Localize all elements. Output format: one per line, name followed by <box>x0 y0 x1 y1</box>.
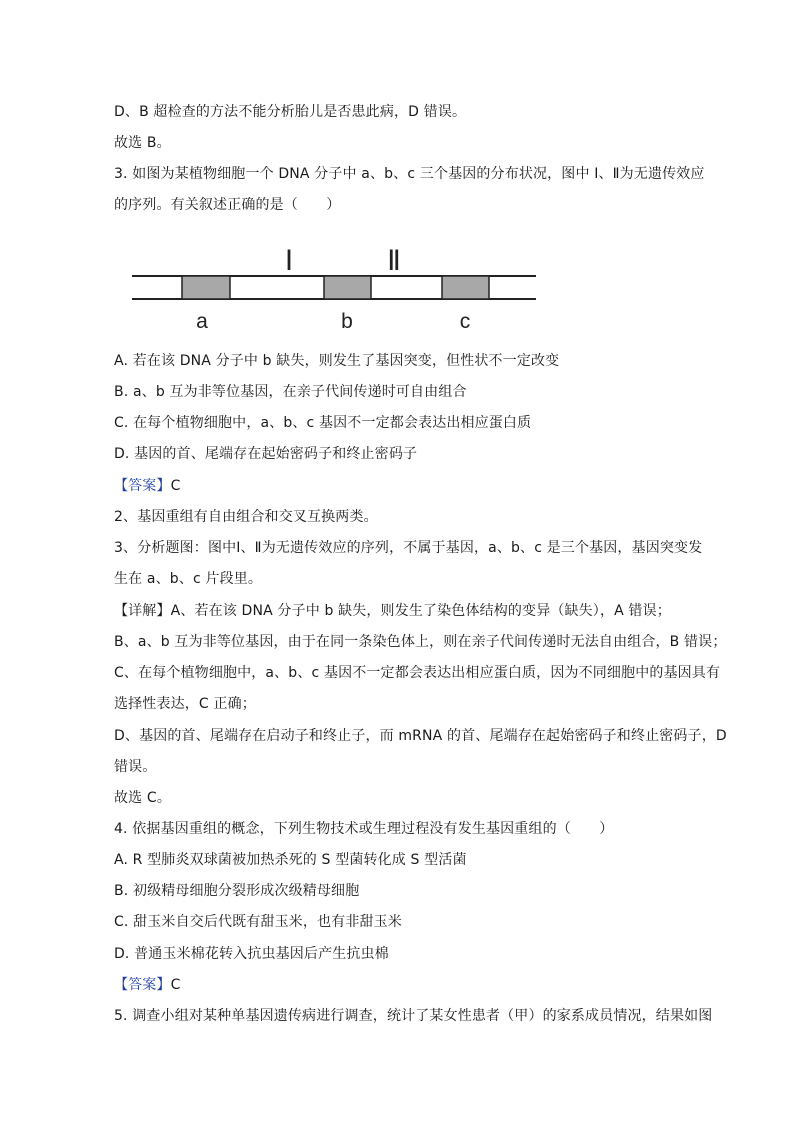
answer-value: C <box>170 478 181 494</box>
q3-stem-line2: 的序列。有关叙述正确的是（ ） <box>114 197 341 213</box>
q3-option-c: C. 在每个植物细胞中，a、b、c 基因不一定都会表达出相应蛋白质 <box>114 415 532 431</box>
detail-d-line2: 错误。 <box>114 759 157 775</box>
label-gene-c: c <box>459 310 471 333</box>
q3-option-a: A. 若在该 DNA 分子中 b 缺失，则发生了基因突变，但性状不一定改变 <box>114 353 560 369</box>
detail-c-line1: C、在每个植物细胞中，a、b、c 基因不一定都会表达出相应蛋白质，因为不同细胞中的基因具有 <box>114 665 721 681</box>
q4-option-b: B. 初级精母细胞分裂形成次级精母细胞 <box>114 883 360 899</box>
q3-choose: 故选 C。 <box>114 790 171 806</box>
q3-option-b: B. a、b 互为非等位基因，在亲子代间传递时可自由组合 <box>114 384 467 400</box>
detail-tag: 【详解】 <box>114 603 171 619</box>
label-sequence-II: Ⅱ <box>387 246 401 277</box>
line-choose-b: 故选 B。 <box>114 135 171 151</box>
detail-b: B、a、b 互为非等位基因，由于在同一条染色体上，则在亲子代间传递时无法自由组合，B 错误； <box>114 634 727 650</box>
q3-stem-line1: 3. 如图为某植物细胞一个 DNA 分子中 a、b、c 三个基因的分布状况，图中 Ⅰ、Ⅱ为无遗传效应 <box>114 166 705 182</box>
explanation-3-line1: 3、分析题图：图中Ⅰ、Ⅱ为无遗传效应的序列，不属于基因，a、b、c 是三个基因，基因突变发 <box>114 540 703 556</box>
q4-option-a: A. R 型肺炎双球菌被加热杀死的 S 型菌转化成 S 型活菌 <box>114 852 467 868</box>
detail-a-text: A、若在该 DNA 分子中 b 缺失，则发生了染色体结构的变异（缺失），A 错误； <box>170 603 671 619</box>
detail-a <box>114 601 671 621</box>
q4-stem: 4. 依据基因重组的概念，下列生物技术或生理过程没有发生基因重组的（ ） <box>114 821 614 837</box>
q3-answer <box>114 476 181 496</box>
gene-a-segment <box>182 276 230 299</box>
detail-c-line2: 选择性表达，C 正确； <box>114 696 256 712</box>
q5-stem-line1: 5. 调查小组对某种单基因遗传病进行调查，统计了某女性患者（甲）的家系成员情况，结果如图 <box>114 1008 713 1024</box>
label-sequence-I: Ⅰ <box>284 246 294 277</box>
answer-tag: 【答案】 <box>114 977 171 993</box>
q4-option-d: D. 普通玉米棉花转入抗虫基因后产生抗虫棉 <box>114 946 389 962</box>
answer-tag: 【答案】 <box>114 478 171 494</box>
explanation-2: 2、基因重组有自由组合和交叉互换两类。 <box>114 509 378 525</box>
explanation-3-line2: 生在 a、b、c 片段里。 <box>114 571 263 587</box>
detail-d-line1: D、基因的首、尾端存在启动子和终止子，而 mRNA 的首、尾端存在起始密码子和终止密码子，D <box>114 728 727 744</box>
label-gene-a: a <box>196 310 208 333</box>
q4-option-c: C. 甜玉米自交后代既有甜玉米，也有非甜玉米 <box>114 914 402 930</box>
gene-b-segment <box>324 276 371 299</box>
q4-answer <box>114 975 181 995</box>
line-d-b-ultrasound: D、B 超检查的方法不能分析胎儿是否患此病，D 错误。 <box>114 104 467 120</box>
gene-c-segment <box>442 276 489 299</box>
dna-gene-diagram <box>132 242 536 338</box>
label-gene-b: b <box>341 310 353 333</box>
answer-value: C <box>170 977 181 993</box>
q3-option-d: D. 基因的首、尾端存在起始密码子和终止密码子 <box>114 446 418 462</box>
